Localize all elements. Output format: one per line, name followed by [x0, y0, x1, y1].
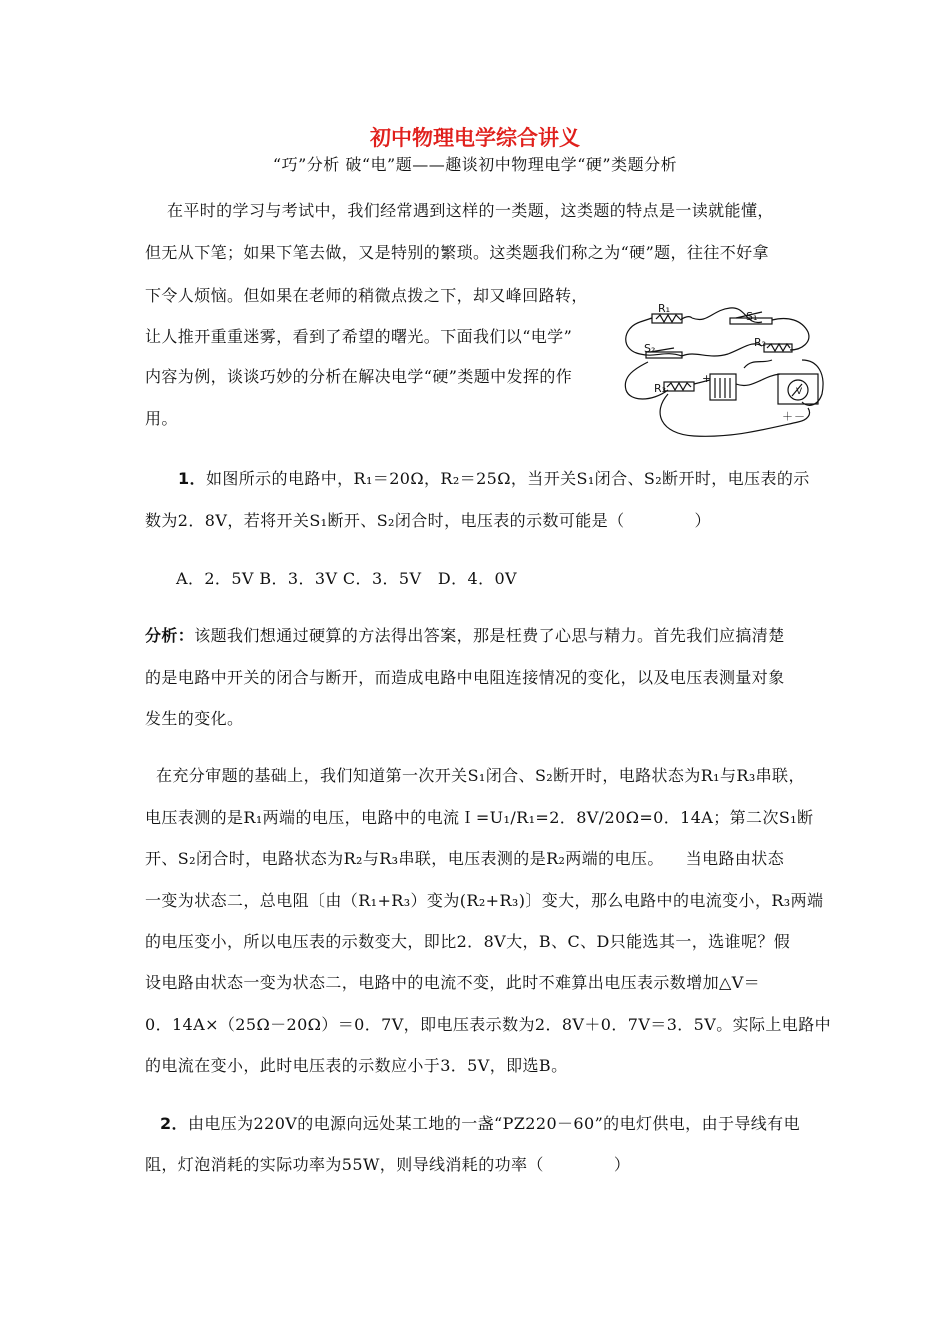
label-voltmeter: V — [796, 387, 803, 397]
question-2-text: 由电压为220V的电源向远处某工地的一盏“PZ220－60”的电灯供电，由于导线有电 — [187, 1114, 800, 1133]
intro-line-4: 让人推开重重迷雾，看到了希望的曙光。下面我们以“电学” — [145, 327, 573, 346]
solution-line-4: 一变为状态二，总电阻〔由（R₁+R₃）变为(R₂+R₃)〕变大，那么电路中的电流变小，R₃两端 — [145, 891, 824, 910]
question-1-line-1 — [178, 466, 810, 489]
circuit-diagram — [612, 294, 836, 440]
question-1-close-paren: ） — [694, 511, 711, 530]
intro-line-6: 用。 — [145, 409, 178, 428]
intro-line-3: 下令人烦恼。但如果在老师的稍微点拨之下，却又峰回路转， — [145, 286, 588, 305]
analysis-label: 分析： — [145, 626, 195, 645]
label-r1: R₁ — [658, 302, 671, 315]
label-r2: R₂ — [754, 336, 767, 349]
label-r3: R₃ — [654, 382, 667, 395]
question-2-text-2: 阻，灯泡消耗的实际功率为55W，则导线消耗的功率（ — [145, 1155, 544, 1174]
label-s1: S₁ — [746, 310, 758, 323]
question-1-text-2: 数为2．8V，若将开关S₁断开、S₂闭合时，电压表的示数可能是（ — [145, 511, 625, 530]
analysis-line-2: 的是电路中开关的闭合与断开，而造成电路中电阻连接情况的变化，以及电压表测量对象 — [145, 668, 785, 687]
solution-line-6: 设电路由状态一变为状态二，电路中的电流不变，此时不难算出电压表示数增加△V＝ — [145, 973, 761, 992]
question-2-close-paren: ） — [613, 1155, 631, 1174]
analysis-text: 该题我们想通过硬算的方法得出答案，那是枉费了心思与精力。首先我们应搞清楚 — [194, 626, 785, 645]
question-1-line-2 — [145, 508, 711, 531]
question-2-line-1 — [160, 1111, 800, 1134]
label-battery-plus: + — [702, 372, 712, 385]
solution-line-8: 的电流在变小，此时电压表的示数应小于3．5V，即选B。 — [145, 1056, 568, 1075]
solution-line-3: 开、S₂闭合时，电路状态为R₂与R₃串联，电压表测的是R₂两端的电压。 当电路由状态 — [145, 849, 785, 868]
question-1-number: 1． — [178, 469, 206, 488]
intro-line-1: 在平时的学习与考试中，我们经常遇到这样的一类题，这类题的特点是一读就能懂， — [145, 201, 774, 220]
label-s2: S₂ — [644, 342, 656, 355]
question-2-number: 2． — [160, 1114, 188, 1133]
question-1-text: 如图所示的电路中，R₁＝20Ω，R₂＝25Ω，当开关S₁闭合、S₂断开时，电压表的示 — [205, 469, 810, 488]
page-title: 初中物理电学综合讲义 — [370, 126, 580, 150]
label-meter-plus: ＋ — [782, 410, 793, 423]
intro-line-5: 内容为例，谈谈巧妙的分析在解决电学“硬”类题中发挥的作 — [145, 367, 573, 386]
analysis-line-1 — [145, 623, 785, 646]
solution-line-5: 的电压变小，所以电压表的示数变大，即比2．8V大，B、C、D只能选其一，选谁呢？假 — [145, 932, 791, 951]
question-1-options: A．2．5V B．3．3V C．3．5V D．4．0V — [176, 569, 518, 588]
question-2-line-2 — [145, 1152, 630, 1175]
analysis-line-3: 发生的变化。 — [145, 709, 244, 728]
solution-line-1: 在充分审题的基础上，我们知道第一次开关S₁闭合、S₂断开时，电路状态为R₁与R₃串联， — [145, 766, 805, 785]
intro-line-2: 但无从下笔；如果下笔去做，又是特别的繁琐。这类题我们称之为“硬”题，往往不好拿 — [145, 243, 769, 262]
solution-line-2: 电压表测的是R₁两端的电压，电路中的电流Ｉ=U₁/R₁=2．8V/20Ω=0．14A；第二次S₁断 — [145, 808, 814, 827]
solution-line-7: 0．14A×（25Ω－20Ω）＝0．7V，即电压表示数为2．8V＋0．7V＝3．5V。实际上电路中 — [145, 1015, 832, 1034]
label-meter-minus: － — [794, 410, 805, 423]
page-subtitle: “巧”分析 破“电”题——趣谈初中物理电学“硬”类题分析 — [272, 155, 678, 174]
